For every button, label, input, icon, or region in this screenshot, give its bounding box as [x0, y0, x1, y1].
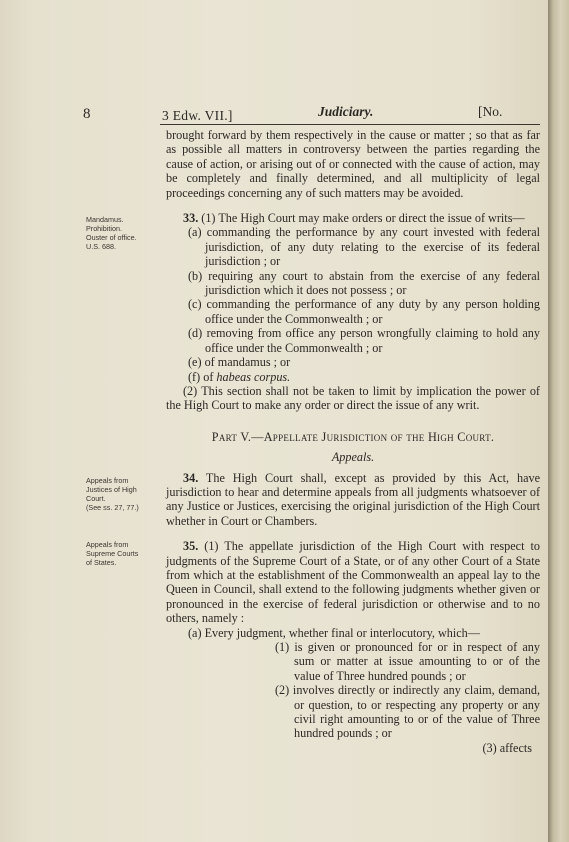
s33-item-e: (e) of mandamus ; or	[188, 355, 291, 370]
s33-item-b: (b) requiring any court to abstain from the exercise of any federal jurisdiction which it does not possess ; or	[188, 268, 540, 298]
section-35: 35. (1) The appellate jurisdiction of the High Court with respect to judgments of the Supreme Court of a State, or of any other Court of a State from which at the establishment of the Commonwealth an appeal lay to the Queen in Council, shall extend to the following judgments whether given or pronounced in the exercise of federal jurisdiction or otherwise and to no others, namely :	[166, 539, 540, 626]
intro-paragraph: brought forward by them respectively in the cause or matter ; so that as far as possible all matters in controversy between the parties regarding the cause of action, or arising out of or connected with the cause of action, may be completely and finally determined, and all multiplicity of legal proceedings concerning any of such matters may be avoided.	[166, 128, 540, 200]
body-text	[166, 128, 540, 755]
s35-a-2: (2) involves directly or indirectly any claim, demand, or question, to or respecting any property or any civil right amounting to or of the value of Three hundred pounds ; or	[275, 683, 540, 741]
s33-item-d: (d) removing from office any person wrongfully claiming to hold any office under the Commonwealth ; or	[188, 326, 540, 355]
margin-note-s33: Mandamus. Prohibition. Ouster of office. U.S. 688.	[86, 215, 137, 251]
s33-item-a: (a) commanding the performance by any court invested with federal jurisdiction, of any duty relating to the exercise of its federal jurisdiction ; or	[188, 225, 540, 269]
s33-item-f: (f) of habeas corpus.	[188, 369, 291, 384]
header-rule	[160, 124, 540, 125]
act-number: [No.	[478, 104, 503, 119]
page-number: 8	[83, 106, 91, 122]
margin-note-s35: Appeals from Supreme Courts of States.	[86, 540, 139, 567]
running-header	[0, 104, 548, 126]
book-spine	[548, 0, 569, 842]
section-title: Judiciary.	[318, 104, 374, 119]
section-33: 33. (1) The High Court may make orders or direct the issue of writs—	[183, 211, 525, 226]
s35-a-1: (1) is given or pronounced for or in respect of any sum or matter at issue amounting to or of the value of Three hundred pounds ; or	[275, 640, 540, 683]
section-34: 34. The High Court shall, except as provided by this Act, have jurisdiction to hear and determine appeals from all judgments whatsoever of any Justice or Justices, exercising the original jurisdiction of the High Court whether in Court or Chambers.	[166, 470, 540, 528]
margin-note-s34: Appeals from Justices of High Court. (See ss. 27, 77.)	[86, 476, 139, 512]
s33-item-c: (c) commanding the performance of any duty by any person holding office under the Commonwealth ; or	[188, 297, 540, 326]
sub-heading: Appeals.	[331, 450, 375, 465]
catchword: (3) affects	[482, 740, 532, 755]
part-heading: Part V.—Appellate Jurisdiction of the High Court.	[211, 429, 495, 444]
regnal-year: 3 Edw. VII.]	[162, 108, 233, 123]
s35-item-a: (a) Every judgment, whether final or interlocutory, which—	[188, 625, 480, 640]
s33-subsection-2: (2) This section shall not be taken to limit by implication the power of the High Court to make any order or direct the issue of any writ.	[166, 383, 540, 413]
